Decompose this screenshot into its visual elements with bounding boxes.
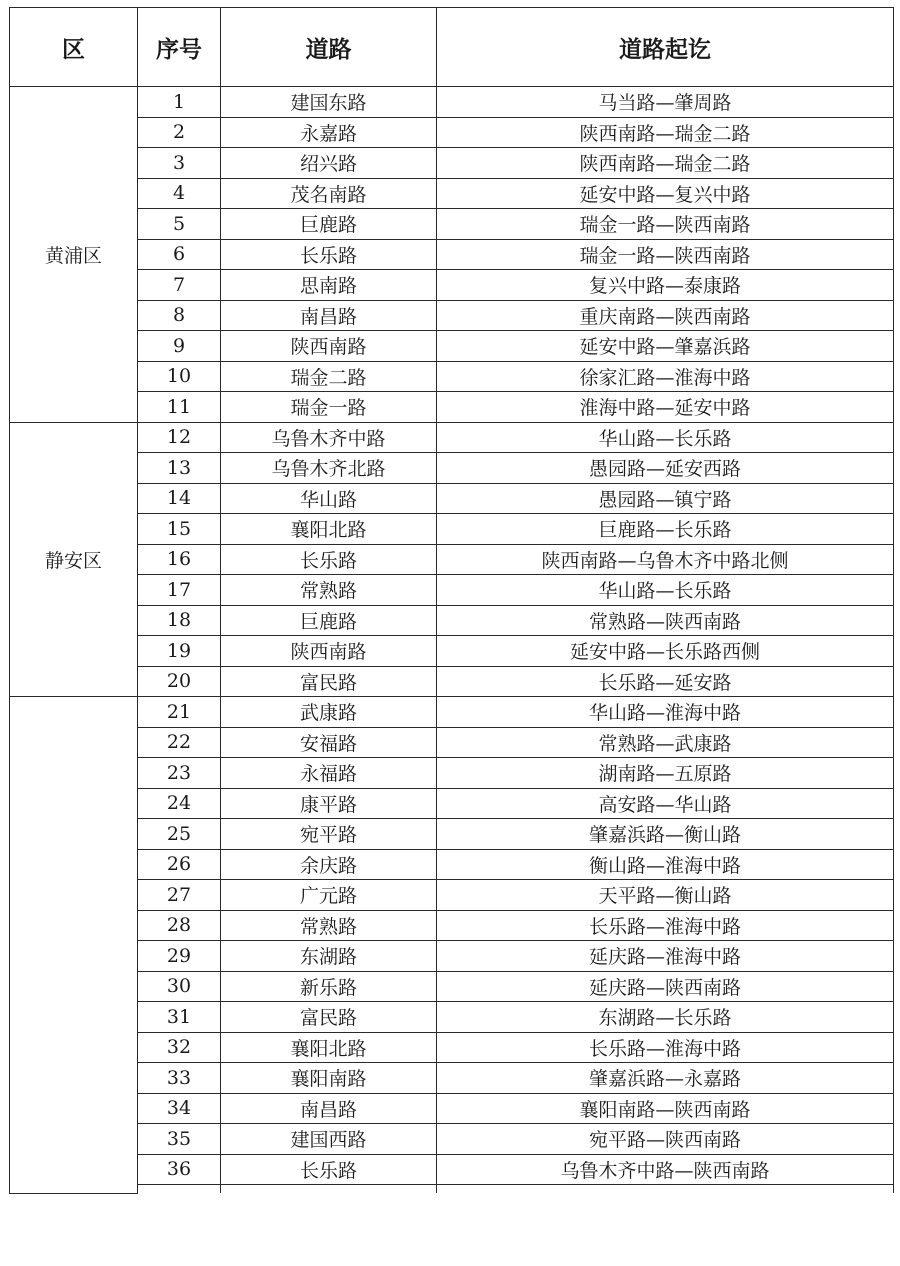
index-cell: 6 [138,239,221,270]
range-cell: 长乐路—延安路 [437,666,894,697]
range-cell: 瑞金一路—陕西南路 [437,209,894,240]
range-cell: 愚园路—镇宁路 [437,483,894,514]
index-cell: 20 [138,666,221,697]
range-cell: 长乐路—淮海中路 [437,910,894,941]
table-row [10,605,894,636]
table-header [10,8,894,87]
table-row [10,117,894,148]
table-row [10,1032,894,1063]
table-row [10,636,894,667]
table-row [10,361,894,392]
road-cell: 常熟路 [221,575,437,606]
table-row [10,270,894,301]
road-cell: 长乐路 [221,1154,437,1185]
road-cell: 绍兴路 [221,148,437,179]
road-cell: 襄阳南路 [221,1063,437,1094]
index-cell: 17 [138,575,221,606]
index-cell: 8 [138,300,221,331]
index-cell: 15 [138,514,221,545]
range-cell: 华山路—长乐路 [437,422,894,453]
index-cell: 10 [138,361,221,392]
index-cell: 2 [138,117,221,148]
index-cell: 28 [138,910,221,941]
table-row [10,819,894,850]
road-cell: 瑞金二路 [221,361,437,392]
road-cell: 长乐路 [221,544,437,575]
table-row [10,575,894,606]
road-cell: 广元路 [221,880,437,911]
table-row [10,209,894,240]
road-cell: 瑞金一路 [221,392,437,423]
table-row [10,483,894,514]
table-row-cutoff [10,1185,894,1194]
road-cell: 乌鲁木齐北路 [221,453,437,484]
range-cell: 肇嘉浜路—永嘉路 [437,1063,894,1094]
road-cell: 乌鲁木齐中路 [221,422,437,453]
road-cell: 陕西南路 [221,636,437,667]
road-cell: 安福路 [221,727,437,758]
index-cell: 34 [138,1093,221,1124]
road-cell: 康平路 [221,788,437,819]
table-row [10,849,894,880]
road-cell: 永福路 [221,758,437,789]
index-cell: 26 [138,849,221,880]
cutoff-cell [437,1185,894,1194]
table-row [10,758,894,789]
road-cell: 新乐路 [221,971,437,1002]
table-row [10,910,894,941]
road-cell: 建国西路 [221,1124,437,1155]
range-cell: 延庆路—淮海中路 [437,941,894,972]
range-cell: 乌鲁木齐中路—陕西南路 [437,1154,894,1185]
table-body [10,87,894,1194]
range-cell: 东湖路—长乐路 [437,1002,894,1033]
table-row [10,971,894,1002]
range-cell: 华山路—淮海中路 [437,697,894,728]
table-row [10,422,894,453]
index-cell: 30 [138,971,221,1002]
road-cell: 巨鹿路 [221,605,437,636]
index-cell: 13 [138,453,221,484]
index-cell: 3 [138,148,221,179]
road-cell: 南昌路 [221,300,437,331]
table-row [10,788,894,819]
district-cell: 静安区 [10,422,138,697]
road-cell: 常熟路 [221,910,437,941]
table-row [10,1124,894,1155]
header-range: 道路起讫 [437,8,894,87]
range-cell: 巨鹿路—长乐路 [437,514,894,545]
road-cell: 巨鹿路 [221,209,437,240]
road-cell: 襄阳北路 [221,1032,437,1063]
range-cell: 湖南路—五原路 [437,758,894,789]
range-cell: 马当路—肇周路 [437,87,894,118]
road-cell: 思南路 [221,270,437,301]
index-cell: 16 [138,544,221,575]
road-cell: 宛平路 [221,819,437,850]
index-cell: 35 [138,1124,221,1155]
index-cell: 12 [138,422,221,453]
table-row [10,1154,894,1185]
range-cell: 华山路—长乐路 [437,575,894,606]
cutoff-cell [221,1185,437,1194]
range-cell: 徐家汇路—淮海中路 [437,361,894,392]
index-cell: 32 [138,1032,221,1063]
table-row [10,880,894,911]
table-row [10,453,894,484]
range-cell: 重庆南路—陕西南路 [437,300,894,331]
index-cell: 29 [138,941,221,972]
road-cell: 余庆路 [221,849,437,880]
table-row [10,392,894,423]
range-cell: 长乐路—淮海中路 [437,1032,894,1063]
index-cell: 19 [138,636,221,667]
index-cell: 9 [138,331,221,362]
road-cell: 长乐路 [221,239,437,270]
index-cell: 5 [138,209,221,240]
index-cell: 25 [138,819,221,850]
road-cell: 东湖路 [221,941,437,972]
table-row [10,544,894,575]
road-cell: 陕西南路 [221,331,437,362]
road-table [9,7,894,1194]
index-cell: 14 [138,483,221,514]
table-row [10,300,894,331]
range-cell: 常熟路—武康路 [437,727,894,758]
index-cell: 18 [138,605,221,636]
table-row [10,697,894,728]
range-cell: 襄阳南路—陕西南路 [437,1093,894,1124]
road-cell: 建国东路 [221,87,437,118]
range-cell: 高安路—华山路 [437,788,894,819]
road-cell: 茂名南路 [221,178,437,209]
cutoff-cell [138,1185,221,1194]
index-cell: 23 [138,758,221,789]
index-cell: 33 [138,1063,221,1094]
index-cell: 27 [138,880,221,911]
index-cell: 36 [138,1154,221,1185]
table-row [10,87,894,118]
index-cell: 11 [138,392,221,423]
range-cell: 延庆路—陕西南路 [437,971,894,1002]
index-cell: 21 [138,697,221,728]
table-row [10,1002,894,1033]
district-cell: 黄浦区 [10,87,138,423]
range-cell: 延安中路—长乐路西侧 [437,636,894,667]
range-cell: 衡山路—淮海中路 [437,849,894,880]
index-cell: 1 [138,87,221,118]
table-row [10,239,894,270]
table-row [10,1063,894,1094]
header-district: 区 [10,8,138,87]
index-cell: 7 [138,270,221,301]
range-cell: 复兴中路—泰康路 [437,270,894,301]
index-cell: 4 [138,178,221,209]
road-cell: 襄阳北路 [221,514,437,545]
header-index: 序号 [138,8,221,87]
road-cell: 南昌路 [221,1093,437,1124]
road-cell: 华山路 [221,483,437,514]
range-cell: 肇嘉浜路—衡山路 [437,819,894,850]
index-cell: 22 [138,727,221,758]
table-row [10,941,894,972]
road-cell: 富民路 [221,666,437,697]
header-row [10,8,894,87]
table-row [10,666,894,697]
header-road: 道路 [221,8,437,87]
road-cell: 永嘉路 [221,117,437,148]
table-row [10,331,894,362]
table-row [10,727,894,758]
range-cell: 愚园路—延安西路 [437,453,894,484]
range-cell: 陕西南路—瑞金二路 [437,117,894,148]
index-cell: 31 [138,1002,221,1033]
range-cell: 陕西南路—瑞金二路 [437,148,894,179]
range-cell: 常熟路—陕西南路 [437,605,894,636]
table-row [10,1093,894,1124]
range-cell: 淮海中路—延安中路 [437,392,894,423]
range-cell: 瑞金一路—陕西南路 [437,239,894,270]
road-cell: 富民路 [221,1002,437,1033]
range-cell: 天平路—衡山路 [437,880,894,911]
road-cell: 武康路 [221,697,437,728]
index-cell: 24 [138,788,221,819]
district-cell [10,697,138,1194]
table-row [10,148,894,179]
table-row [10,514,894,545]
table-row [10,178,894,209]
range-cell: 延安中路—复兴中路 [437,178,894,209]
range-cell: 延安中路—肇嘉浜路 [437,331,894,362]
range-cell: 陕西南路—乌鲁木齐中路北侧 [437,544,894,575]
range-cell: 宛平路—陕西南路 [437,1124,894,1155]
